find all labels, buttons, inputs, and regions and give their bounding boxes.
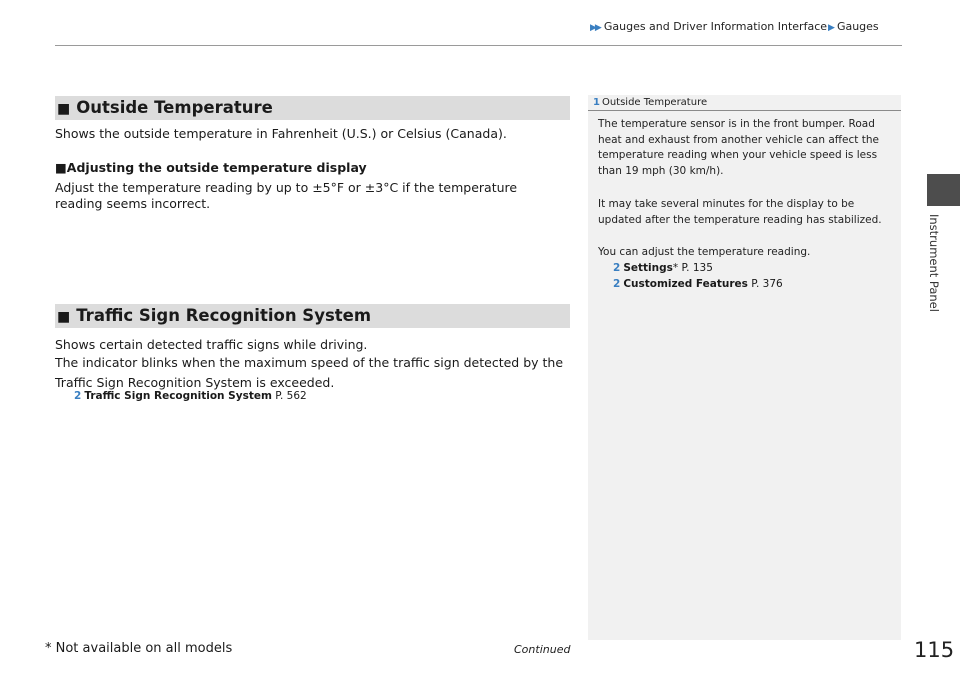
adjust-temperature-subheading: ■Adjusting the outside temperature display (55, 160, 367, 175)
section-title: Traffic Sign Recognition System (76, 306, 372, 325)
breadcrumb (590, 20, 879, 33)
cross-reference-icon: 2 (74, 390, 82, 402)
sidebar-title (593, 97, 707, 108)
outside-temperature-intro: Shows the outside temperature in Fahrenheit (U.S.) or Celsius (Canada). (55, 126, 507, 141)
chapter-tab-label: Instrument Panel (927, 214, 941, 312)
xref-label[interactable]: Traffic Sign Recognition System (84, 390, 272, 402)
double-arrow-icon: ▶▶ (590, 23, 600, 33)
breadcrumb-part-1[interactable]: Gauges and Driver Information Interface (603, 20, 828, 33)
cross-reference-icon: 2 (613, 278, 621, 290)
footnote: * Not available on all models (45, 641, 233, 656)
square-bullet-icon: ■ (57, 309, 71, 325)
availability-marker: * (672, 262, 679, 274)
sidebar-paragraph-2: It may take several minutes for the display to be updated after the temperature reading has stabilized. (598, 198, 882, 226)
traffic-sign-cross-reference[interactable] (74, 390, 307, 402)
customized-features-cross-reference[interactable] (613, 278, 783, 290)
chapter-tab-marker (927, 174, 960, 206)
note-icon: 1 (593, 97, 600, 108)
section-title: Outside Temperature (76, 98, 273, 117)
page-number: 115 (914, 638, 955, 662)
sidebar-title-text: Outside Temperature (601, 97, 708, 108)
xref-label[interactable]: Settings (623, 262, 673, 274)
arrow-icon: ▶ (828, 23, 835, 33)
sidebar-divider (588, 110, 901, 111)
header-divider (55, 45, 902, 46)
settings-cross-reference[interactable] (613, 262, 713, 274)
xref-page[interactable]: P. 376 (751, 278, 783, 290)
continued-label: Continued (514, 643, 571, 656)
traffic-sign-line-1: Shows certain detected traffic signs while driving. (55, 337, 368, 352)
breadcrumb-part-2[interactable]: Gauges (836, 20, 879, 33)
section-heading-traffic-sign (55, 304, 570, 328)
xref-page[interactable]: P. 135 (681, 262, 713, 274)
traffic-sign-line-2: The indicator blinks when the maximum speed of the traffic sign detected by the Traffic Sign Recognition System is exceeded. (55, 355, 564, 390)
square-bullet-icon: ■ (57, 101, 71, 117)
section-heading-outside-temperature (55, 96, 570, 120)
xref-label[interactable]: Customized Features (623, 278, 748, 290)
cross-reference-icon: 2 (613, 262, 621, 274)
sidebar-paragraph-1: The temperature sensor is in the front bumper. Road heat and exhaust from another vehicle can affect the temperature reading when your vehicle speed is less than 19 mph (30 km/h). (598, 118, 879, 177)
adjust-temperature-text: Adjust the temperature reading by up to ±5°F or ±3°C if the temperature reading seems incorrect. (55, 180, 518, 211)
xref-page[interactable]: P. 562 (275, 390, 307, 402)
sidebar-paragraph-3: You can adjust the temperature reading. (598, 246, 811, 258)
